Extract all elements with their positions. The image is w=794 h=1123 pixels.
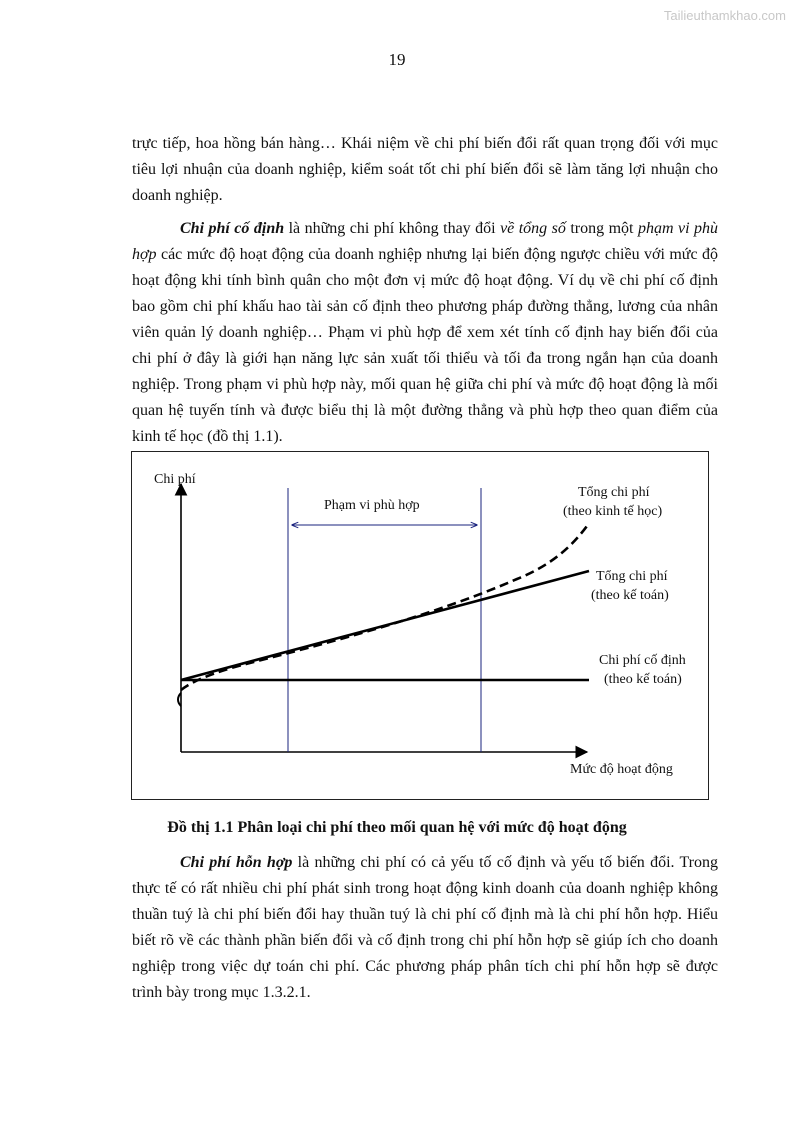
paragraph-text — [132, 216, 718, 450]
text-run: là những chi phí có cả yếu tố cố định và yếu tố biến đổi. Trong thực tế có rất nhiều chi phí phát sinh trong hoạt động kinh doanh của doanh nghiệp không thuần tuý là chi phí biến đổi hay thuần tuý là chi phí cố định mà là chi phí hỗn hợp. Hiểu biết rõ về các thành phần biến đổi và cố định trong chi phí hỗn hợp sẽ giúp ích cho doanh nghiệp trong việc dự toán chi phí. Các phương pháp phân tích chi phí hỗn hợp sẽ được trình bày trong mục 1.3.2.1. — [132, 854, 719, 1001]
page-number: 19 — [388, 50, 406, 69]
figure-caption: Đồ thị 1.1 Phân loại chi phí theo mối quan hệ với mức độ hoạt động — [167, 819, 627, 836]
term-fixed-cost: Chi phí cố định — [180, 220, 285, 237]
paragraph-text: trực tiếp, hoa hồng bán hàng… Khái niệm về chi phí biến đổi rất quan trọng đối với mục tiêu lợi nhuận của doanh nghiệp, kiểm soát tốt chi phí biến đổi sẽ làm tăng lợi nhuận cho doanh nghiệp. — [132, 135, 718, 204]
emphasis-relevant-range: phạm vi phù hợp — [132, 220, 718, 263]
text-run: là những chi phí không thay đổi — [284, 220, 501, 237]
text-run: các mức độ hoạt động của doanh nghiệp nhưng lại biến động ngược chiều với mức độ hoạt động khi tính bình quân cho một đơn vị mức độ hoạt động. Ví dụ về chi phí cố định bao gồm chi phí khấu hao tài sản cố định theo phương pháp đường thẳng, lương của nhân viên quản lý doanh nghiệp… Phạm vi phù hợp để xem xét tính cố định hay biến đổi của chi phí ở đây là giới hạn năng lực sản xuất tối thiểu và tối đa trong ngắn hạn của doanh nghiệp. Trong phạm vi phù hợp này, mối quan hệ giữa chi phí và mức độ hoạt động là mối quan hệ tuyến tính và được biểu thị là một đường thẳng và phù hợp theo quan điểm của kinh tế học (đồ thị 1.1). — [132, 246, 718, 445]
paragraph-variable-cost-end — [132, 131, 718, 209]
fixed-cost-label-line2: (theo kế toán) — [604, 672, 682, 687]
accounting-total-label-line1: Tổng chi phí — [596, 569, 668, 584]
accounting-total-label-line2: (theo kế toán) — [591, 588, 669, 603]
emphasis-total: về tổng số — [500, 220, 566, 237]
term-mixed-cost: Chi phí hỗn hợp — [180, 854, 293, 871]
economic-total-cost-curve — [181, 526, 587, 690]
cost-behavior-diagram — [132, 452, 710, 801]
paragraph-mixed-cost — [132, 850, 718, 1006]
fixed-cost-label-line1: Chi phí cố định — [599, 653, 686, 668]
range-label: Phạm vi phù hợp — [324, 498, 420, 513]
paragraph-text — [132, 850, 718, 1006]
watermark: Tailieuthamkhao.com — [663, 8, 786, 23]
paragraph-fixed-cost — [132, 216, 718, 450]
economic-total-label-line2: (theo kinh tế học) — [563, 504, 663, 519]
x-axis-label: Mức độ hoạt động — [570, 762, 673, 777]
y-axis-label: Chi phí — [154, 472, 196, 487]
text-run: trong một — [565, 220, 638, 237]
cost-behavior-figure — [131, 451, 709, 800]
economic-total-label-line1: Tổng chi phí — [578, 485, 650, 500]
